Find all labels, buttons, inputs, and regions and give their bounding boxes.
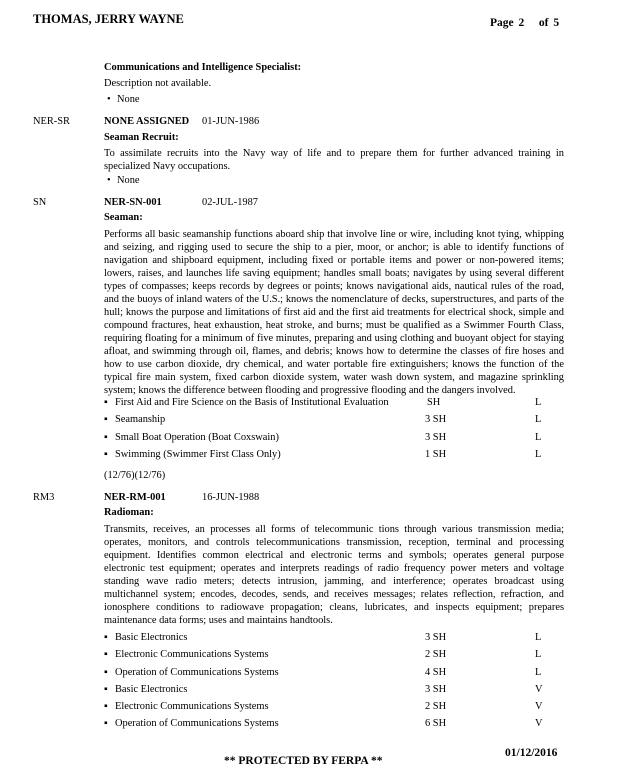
bullet-icon: ▪ bbox=[104, 432, 108, 443]
bullet-icon: ▪ bbox=[104, 667, 108, 678]
bullet-icon: ▪ bbox=[104, 649, 108, 660]
occupation-date: 01-JUN-1986 bbox=[202, 116, 260, 127]
bullet-icon: ▪ bbox=[104, 718, 108, 729]
page-indicator bbox=[490, 17, 559, 30]
course-row: ▪ Operation of Communications Systems 4 SH L bbox=[104, 667, 542, 678]
bullet-icon: ▪ bbox=[104, 414, 108, 425]
bullet-icon: ▪ bbox=[104, 701, 108, 712]
bullet-icon: ▪ bbox=[104, 684, 108, 695]
page-total: of 5 bbox=[538, 17, 560, 29]
occupation-date: 02-JUL-1987 bbox=[202, 197, 258, 208]
bullet-icon: ▪ bbox=[104, 449, 108, 460]
course-row: ▪ Basic Electronics 3 SH L bbox=[104, 632, 542, 643]
bullet-icon: • bbox=[107, 94, 111, 105]
occupation-code: NONE ASSIGNED bbox=[104, 116, 190, 127]
student-name: THOMAS, JERRY WAYNE bbox=[33, 12, 184, 26]
course-note: (12/76)(12/76) bbox=[104, 470, 166, 481]
course-row: ▪ Swimming (Swimmer First Class Only) 1 SH L bbox=[104, 449, 542, 460]
course-row: ▪ Electronic Communications Systems 2 SH L bbox=[104, 649, 542, 660]
course-row: ▪ First Aid and Fire Science on the Basis of Institutional Evaluation SH L bbox=[104, 397, 542, 408]
section-title: Seaman: bbox=[104, 212, 143, 223]
section-description: Transmits, receives, an processes all forms of telecommunic tions through various transmission media; operates, monitors, and controls telecommunications transmission, reception, terminal and processing equipment. Identifies common electrical and electronic terms and symbols; operates general purpose electronic test equipment; operates and interprets readings of radio frequency power meters and voltage standing wave radio meters; detects intrusion, jamming, and interference; operates broadcast using multichannel system; encodes, decodes, sends, and receives messages; relates reflection, refraction, and ionosphere conditions to radiowave propagation; cleans, lubricates, and inspects equipment; prepares maintenance data forms; uses and maintains handtools. bbox=[104, 524, 564, 626]
occupation-code: NER-SN-001 bbox=[104, 197, 162, 208]
occupation-date: 16-JUN-1988 bbox=[202, 492, 260, 503]
rate-label: SN bbox=[33, 197, 47, 208]
course-row: ▪ Seamanship 3 SH L bbox=[104, 414, 542, 425]
bullet-icon: ▪ bbox=[104, 397, 108, 408]
page-number: Page 2 bbox=[490, 17, 525, 29]
bullet-icon: • bbox=[107, 175, 111, 186]
section-description: Performs all basic seamanship functions aboard ship that involve line or wire, including knot tying, whipping and seizing, and rigging used to secure the ship to a pier, moor, or anchor; is able to identify functions of navigation and shipboard equipment, including fixed or portable items and power or non-powered items; lowers, raises, and launches life saving equipment; handles small boats; navigates by using several different types of compasses; keeps records by degrees or points; knows navigational aids, nautical rules of the road, and the buoys of inland waters of the U.S.; knows the nomenclature of decks, superstructures, and parts of the hull; knows the purpose and limitations of first aid and the first aid treatments for electrical shock, simple and compound fractures, heat exhaustion, heat stroke, and burns; must be qualified as a Swimmer Fourth Class, requiring floating for a minimum of five minutes, preparing and using clothing and buoyant object for staying afloat, and swimming through oil, flames, and debris; knows how to determine the classes of fire hoses and how to use carbon dioxide, dry chemical, and water portable fire extinguishers; knows the function of the typical fire main system, fixed carbon dioxide system, water wash down system, and magazine sprinkling system; knows the difference between flooding and progressive flooding and the dangers involved. bbox=[104, 229, 564, 396]
list-item: • None bbox=[107, 175, 140, 186]
section-title: Radioman: bbox=[104, 507, 154, 518]
ferpa-notice: ** PROTECTED BY FERPA ** bbox=[224, 755, 383, 767]
course-row: ▪ Electronic Communications Systems 2 SH V bbox=[104, 701, 543, 712]
section-description: To assimilate recruits into the Navy way of life and to prepare them for further advanced training in specialized Navy occupations. bbox=[104, 148, 564, 172]
rate-label: RM3 bbox=[33, 492, 55, 503]
list-item: • None bbox=[107, 94, 140, 105]
occupation-code: NER-RM-001 bbox=[104, 492, 166, 503]
rate-label: NER-SR bbox=[33, 116, 70, 127]
course-row: ▪ Small Boat Operation (Boat Coxswain) 3 SH L bbox=[104, 432, 542, 443]
section-title: Communications and Intelligence Specialist: bbox=[104, 62, 302, 73]
course-row: ▪ Basic Electronics 3 SH V bbox=[104, 684, 543, 695]
print-date: 01/12/2016 bbox=[505, 747, 558, 759]
section-title: Seaman Recruit: bbox=[104, 132, 179, 143]
section-description: Description not available. bbox=[104, 78, 212, 89]
bullet-icon: ▪ bbox=[104, 632, 108, 643]
course-row: ▪ Operation of Communications Systems 6 SH V bbox=[104, 718, 543, 729]
